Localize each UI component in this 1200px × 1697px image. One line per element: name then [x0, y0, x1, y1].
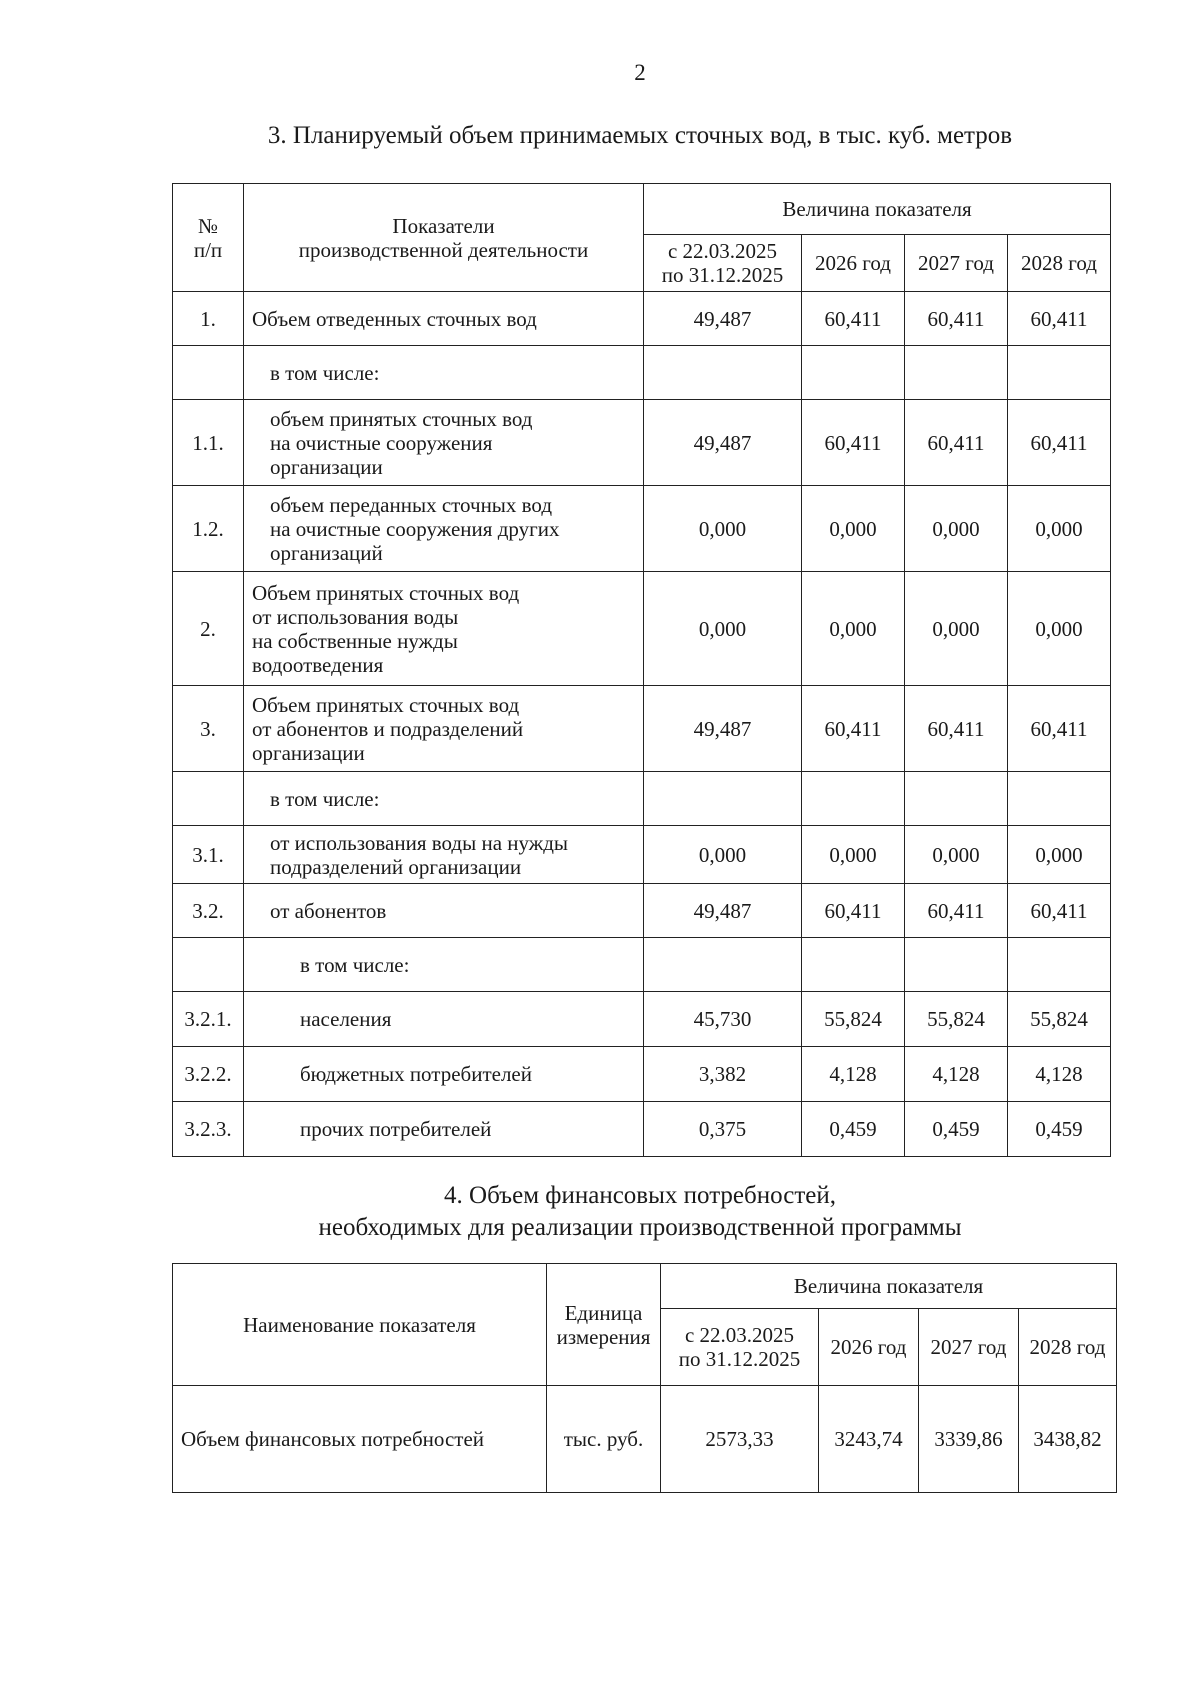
header-2026: 2026 год [819, 1309, 919, 1386]
table-row [173, 992, 1111, 1047]
header-2028: 2028 год [1008, 235, 1111, 292]
value-cell [802, 938, 905, 992]
value-cell: 60,411 [1008, 884, 1111, 938]
row-number: 3.1. [173, 826, 244, 884]
value-cell [1008, 938, 1111, 992]
indicator-name: бюджетных потребителей [244, 1047, 644, 1102]
section-3-title: 3. Планируемый объем принимаемых сточных вод, в тыс. куб. метров [267, 122, 1013, 149]
value-cell: 60,411 [1008, 400, 1111, 486]
row-number [173, 938, 244, 992]
value-cell: 49,487 [644, 686, 802, 772]
value-cell: 55,824 [1008, 992, 1111, 1047]
indicator-name: Объем финансовых потребностей [173, 1386, 547, 1493]
value-cell: 45,730 [644, 992, 802, 1047]
value-cell: 4,128 [802, 1047, 905, 1102]
table-row [173, 884, 1111, 938]
row-number [173, 772, 244, 826]
value-cell: 0,000 [905, 572, 1008, 686]
indicator-name: Объем отведенных сточных вод [244, 292, 644, 346]
value-cell: 55,824 [802, 992, 905, 1047]
value-cell: 0,375 [644, 1102, 802, 1157]
row-number [173, 346, 244, 400]
value-cell: 0,459 [1008, 1102, 1111, 1157]
header-period: с 22.03.2025 по 31.12.2025 [644, 235, 802, 292]
table-row [173, 826, 1111, 884]
indicator-name: прочих потребителей [244, 1102, 644, 1157]
indicator-name: в том числе: [244, 938, 644, 992]
value-cell: 3339,86 [919, 1386, 1019, 1493]
value-cell: 0,000 [1008, 572, 1111, 686]
value-cell: 60,411 [802, 400, 905, 486]
value-cell: 0,000 [644, 826, 802, 884]
value-cell: 0,000 [802, 572, 905, 686]
value-cell: 49,487 [644, 292, 802, 346]
value-cell: 60,411 [905, 292, 1008, 346]
header-unit: Единица измерения [547, 1264, 661, 1386]
table-row [173, 572, 1111, 686]
value-cell: 0,459 [802, 1102, 905, 1157]
value-cell [802, 346, 905, 400]
value-cell: 0,000 [644, 572, 802, 686]
value-cell: 49,487 [644, 884, 802, 938]
header-2027: 2027 год [905, 235, 1008, 292]
table-row [173, 400, 1111, 486]
wastewater-volume-table [172, 183, 1111, 1157]
value-cell [644, 772, 802, 826]
value-cell: 3438,82 [1019, 1386, 1117, 1493]
unit-cell: тыс. руб. [547, 1386, 661, 1493]
header-indicator: Показатели производственной деятельности [244, 184, 644, 292]
header-number: № п/п [173, 184, 244, 292]
value-cell: 60,411 [905, 686, 1008, 772]
value-cell [644, 938, 802, 992]
indicator-name: от абонентов [244, 884, 644, 938]
row-number: 1.1. [173, 400, 244, 486]
table-row [173, 1047, 1111, 1102]
row-number: 1. [173, 292, 244, 346]
header-period: с 22.03.2025 по 31.12.2025 [661, 1309, 819, 1386]
value-cell: 0,000 [644, 486, 802, 572]
value-cell: 60,411 [802, 292, 905, 346]
value-cell: 60,411 [802, 686, 905, 772]
row-number: 3.2.3. [173, 1102, 244, 1157]
row-number: 3. [173, 686, 244, 772]
value-cell: 49,487 [644, 400, 802, 486]
table-row [173, 1386, 1117, 1493]
value-cell: 2573,33 [661, 1386, 819, 1493]
row-number: 3.2.2. [173, 1047, 244, 1102]
indicator-name: в том числе: [244, 772, 644, 826]
row-number: 2. [173, 572, 244, 686]
value-cell: 0,000 [905, 486, 1008, 572]
value-cell [905, 346, 1008, 400]
page-number: 2 [634, 60, 646, 85]
value-cell: 55,824 [905, 992, 1008, 1047]
value-cell [905, 772, 1008, 826]
value-cell [905, 938, 1008, 992]
value-cell: 60,411 [905, 884, 1008, 938]
value-cell: 60,411 [1008, 686, 1111, 772]
table-row [173, 292, 1111, 346]
value-cell: 60,411 [1008, 292, 1111, 346]
header-name: Наименование показателя [173, 1264, 547, 1386]
value-cell: 60,411 [905, 400, 1008, 486]
value-cell: 0,000 [802, 826, 905, 884]
section-4-title: 4. Объем финансовых потребностей, необходимых для реализации производственной программы [318, 1182, 962, 1241]
value-cell [644, 346, 802, 400]
value-cell [802, 772, 905, 826]
value-cell: 0,000 [1008, 826, 1111, 884]
value-cell [1008, 772, 1111, 826]
financial-needs-table [172, 1263, 1117, 1493]
row-number: 1.2. [173, 486, 244, 572]
value-cell: 0,000 [905, 826, 1008, 884]
header-2026: 2026 год [802, 235, 905, 292]
indicator-name: Объем принятых сточных вод от использования воды на собственные нужды водоотведения [244, 572, 644, 686]
value-cell: 0,000 [1008, 486, 1111, 572]
indicator-name: населения [244, 992, 644, 1047]
indicator-name: от использования воды на нужды подразделений организации [244, 826, 644, 884]
table-row [173, 486, 1111, 572]
table-row [173, 686, 1111, 772]
indicator-name: Объем принятых сточных вод от абонентов и подразделений организации [244, 686, 644, 772]
header-2028: 2028 год [1019, 1309, 1117, 1386]
indicator-name: объем переданных сточных вод на очистные сооружения других организаций [244, 486, 644, 572]
value-cell: 60,411 [802, 884, 905, 938]
value-cell: 4,128 [1008, 1047, 1111, 1102]
value-cell [1008, 346, 1111, 400]
header-value-group: Величина показателя [644, 184, 1111, 235]
value-cell: 0,459 [905, 1102, 1008, 1157]
value-cell: 4,128 [905, 1047, 1008, 1102]
value-cell: 3243,74 [819, 1386, 919, 1493]
indicator-name: объем принятых сточных вод на очистные сооружения организации [244, 400, 644, 486]
table-row [173, 938, 1111, 992]
table-row [173, 346, 1111, 400]
header-value-group: Величина показателя [661, 1264, 1117, 1309]
table-row [173, 772, 1111, 826]
row-number: 3.2. [173, 884, 244, 938]
row-number: 3.2.1. [173, 992, 244, 1047]
value-cell: 0,000 [802, 486, 905, 572]
table-row [173, 1102, 1111, 1157]
header-2027: 2027 год [919, 1309, 1019, 1386]
value-cell: 3,382 [644, 1047, 802, 1102]
indicator-name: в том числе: [244, 346, 644, 400]
